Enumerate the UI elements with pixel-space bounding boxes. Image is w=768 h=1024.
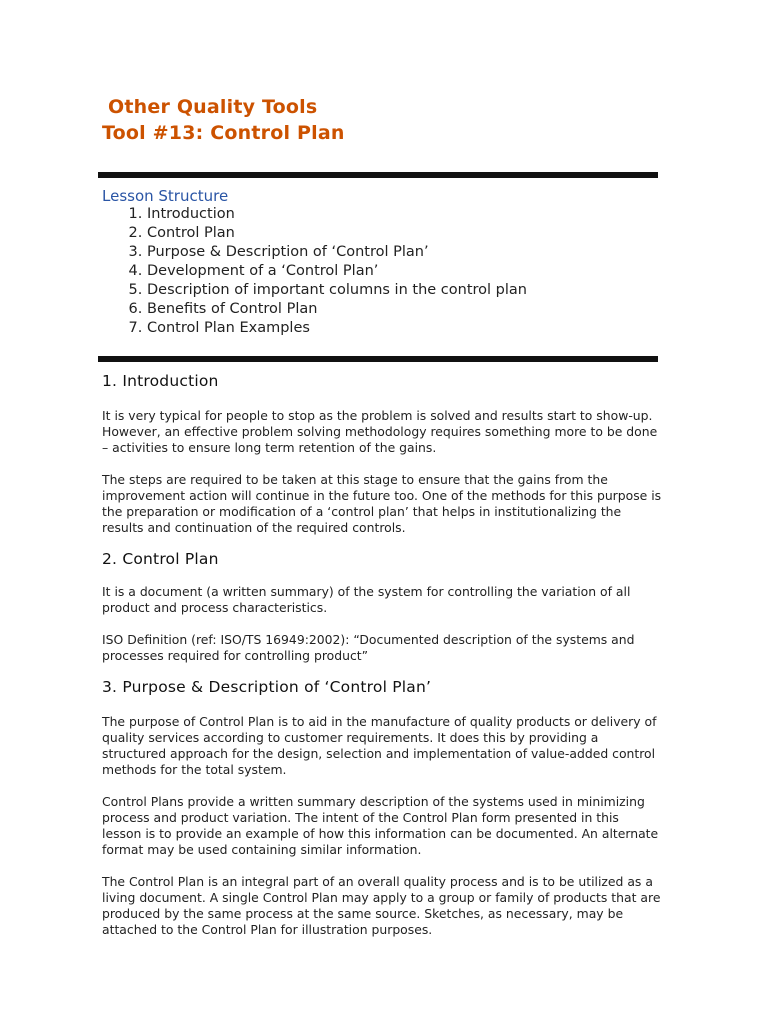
- list-item: 2. Control Plan: [147, 224, 527, 243]
- title-line-1: Other Quality Tools: [108, 96, 318, 118]
- section-heading-introduction: 1. Introduction: [102, 372, 219, 390]
- section-heading-purpose: 3. Purpose & Description of ‘Control Plan’: [102, 678, 432, 696]
- list-item: 3. Purpose & Description of ‘Control Plan’: [147, 243, 527, 262]
- title-line-2: Tool #13: Control Plan: [102, 122, 345, 144]
- section-heading-control-plan: 2. Control Plan: [102, 550, 219, 568]
- lesson-structure-heading: Lesson Structure: [102, 187, 229, 205]
- paragraph: It is very typical for people to stop as the problem is solved and results start to show-up. However, an effective problem solving methodology requires something more to be done – activities to ensure long term retention of the gains.: [102, 408, 658, 455]
- lesson-structure-list: [102, 205, 527, 338]
- document-title: [102, 94, 345, 146]
- paragraph: It is a document (a written summary) of the system for controlling the variation of all product and process characteristics.: [102, 584, 631, 615]
- list-item: 1. Introduction: [147, 205, 527, 224]
- list-item: 5. Description of important columns in the control plan: [147, 281, 527, 300]
- list-item: 6. Benefits of Control Plan: [147, 300, 527, 319]
- lesson-divider: [98, 356, 658, 362]
- paragraph: ISO Definition (ref: ISO/TS 16949:2002): “Documented description of the systems and processes required for controlling product”: [102, 632, 635, 663]
- top-divider: [98, 172, 658, 178]
- document-body: [102, 370, 662, 938]
- paragraph: The Control Plan is an integral part of an overall quality process and is to be utilized as a living document. A single Control Plan may apply to a group or family of products that are produced by the same process at the same source. Sketches, as necessary, may be attached to the Control Plan for illustration purposes.: [102, 874, 661, 937]
- list-item: 4. Development of a ‘Control Plan’: [147, 262, 527, 281]
- paragraph: The steps are required to be taken at this stage to ensure that the gains from the improvement action will continue in the future too. One of the methods for this purpose is the preparation or modification of a ‘control plan’ that helps in institutionalizing the results and continuation of the required controls.: [102, 472, 662, 535]
- paragraph: Control Plans provide a written summary description of the systems used in minimizing process and product variation. The intent of the Control Plan form presented in this lesson is to provide an example of how this information can be documented. An alternate format may be used containing similar information.: [102, 794, 659, 857]
- paragraph: The purpose of Control Plan is to aid in the manufacture of quality products or delivery of quality services according to customer requirements. It does this by providing a structured approach for the design, selection and implementation of value-added control methods for the total system.: [102, 714, 657, 777]
- list-item: 7. Control Plan Examples: [147, 319, 527, 338]
